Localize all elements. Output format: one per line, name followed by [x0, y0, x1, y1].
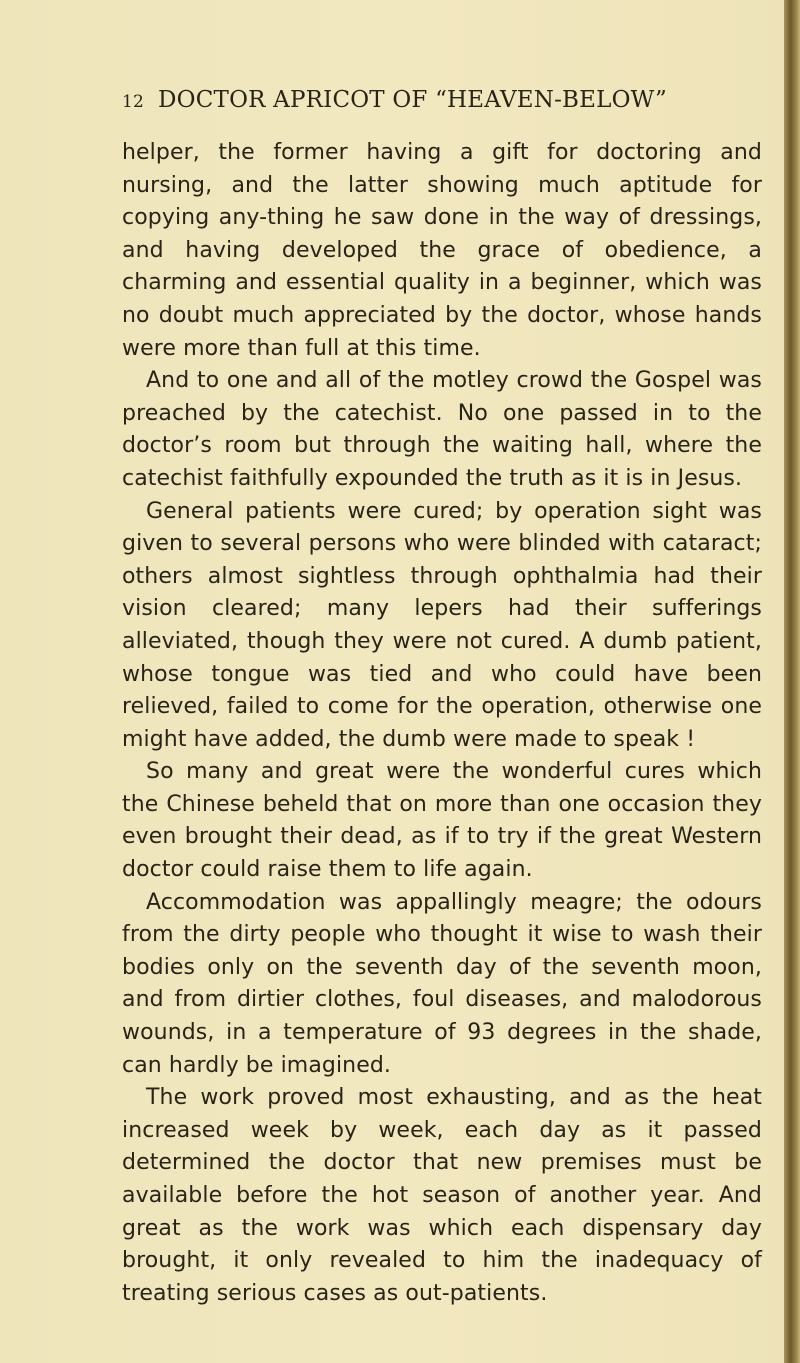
running-header	[122, 87, 762, 113]
paragraph: And to one and all of the motley crowd the Gospel was preached by the catechist. No one passed in to the doctor’s room but through the waiting hall, where the catechist faithfully expounded the truth as it is in Jesus.	[122, 368, 762, 491]
paragraph: General patients were cured; by operation sight was given to several persons who were blinded with cataract; others almost sightless through ophthalmia had their vision cleared; many lepers had their sufferings alleviated, though they were not cured. A dumb patient, whose tongue was tied and who could have been relieved, failed to come for the operation, otherwise one might have added, the dumb were made to speak !	[122, 498, 762, 752]
paragraph: The work proved most exhausting, and as the heat increased week by week, each day as it passed determined the doctor that new premises must be available before the hot season of another year. And great as the work was which each dispensary day brought, it only revealed to him the inadequacy of treating serious cases as out-patients.	[122, 1085, 762, 1306]
paragraph: helper, the former having a gift for doctoring and nursing, and the latter showing much aptitude for copying any-thing he saw done in the way of dressings, and having developed the grace of obedience, a charming and essential quality in a beginner, which was no doubt much appreciated by the doctor, whose hands were more than full at this time.	[122, 140, 762, 361]
paragraph: Accommodation was appallingly meagre; the odours from the dirty people who thought it wise to wash their bodies only on the seventh day of the seventh moon, and from dirtier clothes, foul diseases, and malodorous wounds, in a temperature of 93 degrees in the shade, can hardly be imagined.	[122, 889, 762, 1078]
page-number: 12	[122, 92, 145, 112]
running-title: DOCTOR APRICOT OF “HEAVEN-BELOW”	[158, 87, 667, 113]
page-body	[122, 137, 762, 1310]
paragraph: So many and great were the wonderful cures which the Chinese beheld that on more than one occasion they even brought their dead, as if to try if the great Western doctor could raise them to life again.	[122, 759, 762, 883]
page-edge	[784, 0, 800, 1363]
